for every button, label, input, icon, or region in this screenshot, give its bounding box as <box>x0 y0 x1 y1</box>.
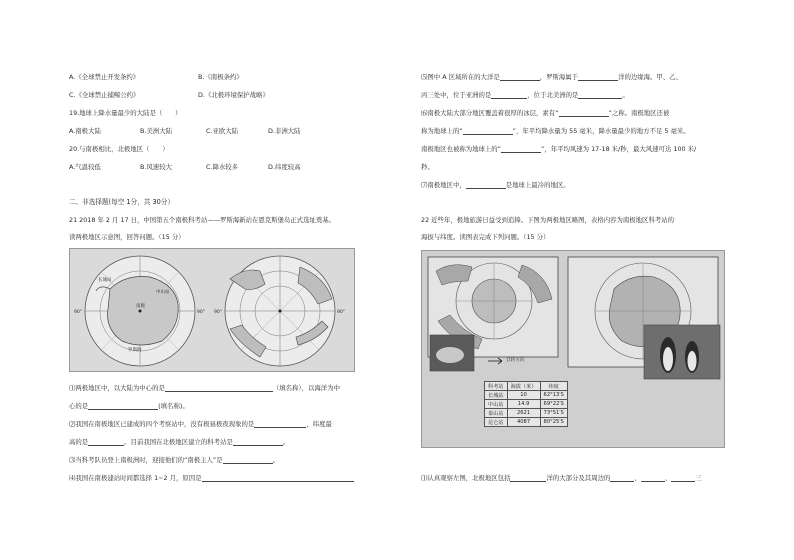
polar-map-photo-table-figure <box>421 250 725 448</box>
station-table-header-cell: 海拔（米） <box>507 382 540 391</box>
q21-2-line2 <box>69 438 289 446</box>
q22-1-blank-3[interactable] <box>641 474 665 482</box>
station-table-row <box>485 409 568 418</box>
map-label-changcheng: 长城站 <box>98 278 112 283</box>
q21-2-part-b: ，纬度最 <box>306 420 332 428</box>
q21-1-line2 <box>69 402 189 410</box>
q18-option-b: B.《南极条约》 <box>198 73 243 81</box>
station-table-cell: 69°22′S <box>540 400 567 409</box>
q19-option-a: A.南极大陆 <box>69 127 101 135</box>
q21-3-blank[interactable] <box>223 456 273 464</box>
map-label-90-left: 90° <box>74 310 82 315</box>
station-table-cell: 4087 <box>507 418 540 427</box>
q19-option-d: D.非洲大陆 <box>268 127 301 135</box>
q18-option-c: C.《全球禁止捕鲸公约》 <box>69 91 140 99</box>
q21-intro-line2: 读两极地区示意图，回答问题。（15 分） <box>69 233 185 241</box>
q19-stem: 19.地球上降水量最少的大陆是（ ） <box>69 109 182 117</box>
q21-2-part-e: 。 <box>282 438 290 446</box>
q21-1-part-a: ⑴两极地区中，以大陆为中心的是 <box>69 384 165 392</box>
q22-1-part-d: 、 <box>664 474 672 482</box>
q21-6-part-f: ”，年平均风速为 17-18 米/秒，最大风速可达 100 米/ <box>541 145 697 153</box>
q21-1-part-c: 心的是 <box>69 402 89 410</box>
q21-2-part-a: ⑵我国在南极地区已建成的四个考察站中，没有极昼极夜现象的是 <box>69 420 255 428</box>
q21-1-part-b: （填名称），以海洋为中 <box>272 384 340 392</box>
map-label-zhongshan: 中山站 <box>156 290 170 295</box>
q22-1-blank-2[interactable] <box>610 474 634 482</box>
q22-1-blank-4[interactable] <box>671 474 695 482</box>
q20-stem: 20.与南极相比，北极地区（ ） <box>69 145 169 153</box>
section2-title: 二、非选择题(每空 1分，共 30分） <box>69 198 175 206</box>
q22-intro-line2: 海拔与纬度。读图表完成下列问题。（15 分） <box>421 233 550 241</box>
q21-6-blank-1[interactable] <box>559 109 609 117</box>
q21-4-line <box>69 474 354 482</box>
station-table-header-cell: 纬度 <box>540 382 567 391</box>
q22-1-part-a: ⑴认真观察左图，北极地区包括 <box>421 474 511 482</box>
q22-intro-line1: 22 近些年，极地旅游日益受到追捧。下图为两极地区略图，表格内容为南极地区科考站的 <box>421 216 675 224</box>
q21-intro-line1: 21 2018 年 2 月 17 日，中国第五个南极科考站——罗斯海新站在恩克斯堡岛正式选址奠基。 <box>69 216 336 224</box>
arctic-map <box>225 256 335 366</box>
q21-5-blank-3[interactable] <box>491 91 527 99</box>
q21-3-part-a: ⑶当科考队员登上南极洲时，迎接他们的“南极主人”是 <box>69 456 223 464</box>
q20-option-a: A.气温较低 <box>69 163 101 171</box>
q21-5-part-c: 洋的边缘海。甲、乙、 <box>618 73 682 81</box>
map-label-90-right: 90° <box>197 310 205 315</box>
map-label-south-pole: 南极 <box>136 304 145 309</box>
station-table-header-cell: 科考站 <box>485 382 508 391</box>
station-table-header <box>485 382 568 391</box>
station-table-row <box>485 391 568 400</box>
station-table-cell: 73°51′S <box>540 409 567 418</box>
q21-6-part-a: ⑹南极大陆大部分地区覆盖着很厚的冰层，素有“ <box>421 109 559 117</box>
q21-1-blank-2[interactable] <box>88 402 158 410</box>
map-label-90-right-2: 90° <box>337 310 345 315</box>
q20-option-d: D.纬度较高 <box>268 163 301 171</box>
q21-2-blank-2[interactable] <box>88 438 124 446</box>
rotation-direction-label: 自转方向 <box>506 358 525 363</box>
station-table-cell: 长城站 <box>485 391 508 400</box>
q21-1-line1 <box>69 384 340 392</box>
q21-1-part-d: (填名称)。 <box>158 402 189 410</box>
station-table-cell: 10 <box>507 391 540 400</box>
station-table-cell: 62°13′S <box>540 391 567 400</box>
q22-1-part-c: 、 <box>634 474 641 482</box>
q22-1-blank-1[interactable] <box>510 474 546 482</box>
q22-1-part-b: 洋的大部分及其周边的 <box>546 474 611 482</box>
q21-5-blank-2[interactable] <box>578 73 618 81</box>
q21-5-blank-1[interactable] <box>500 73 540 81</box>
station-table-cell: 14.9 <box>507 400 540 409</box>
q21-6-blank-2[interactable] <box>463 127 513 135</box>
q21-6-line3 <box>421 145 696 153</box>
q21-6-line2 <box>421 127 690 135</box>
q21-5-part-f: 。 <box>622 91 629 99</box>
station-table <box>484 381 568 427</box>
q21-2-line1 <box>69 420 332 428</box>
q21-2-part-c: 高的是 <box>69 438 89 446</box>
station-table-row <box>485 400 568 409</box>
q18-option-a: A.《全球禁止开发条约》 <box>69 73 140 81</box>
q21-2-blank-1[interactable] <box>254 420 306 428</box>
q21-5-line2 <box>421 91 629 99</box>
q21-2-blank-3[interactable] <box>233 438 283 446</box>
q21-6-blank-3[interactable] <box>501 145 541 153</box>
q21-6-part-e: 南极地区也被称为地球上的“ <box>421 145 501 153</box>
q21-5-part-a: ⑸图中 A 区域所在的大洋是 <box>421 73 500 81</box>
station-table-cell: 昆仑站 <box>485 418 508 427</box>
q21-7-blank[interactable] <box>466 181 506 189</box>
q21-5-part-d: 丙三处中，位于亚洲的是 <box>421 91 492 99</box>
q22-1-line <box>421 474 702 482</box>
q21-7-part-a: ⑺南极地区中， <box>421 181 466 189</box>
q21-6-part-b: ”之称。南极地区还被 <box>608 109 670 117</box>
q20-option-b: B.风速较大 <box>140 163 172 171</box>
q21-5-part-e: ，位于北美洲的是 <box>527 91 579 99</box>
q19-option-b: B.美洲大陆 <box>140 127 172 135</box>
q22-1-part-e: 三 <box>695 474 702 482</box>
q21-5-part-b: ，罗斯海属于 <box>539 73 579 81</box>
map-label-90-left-2: 90° <box>214 310 222 315</box>
q21-6-part-d: ”，年平均降水量为 55 毫米，降水量最少的地方不足 5 毫米。 <box>512 127 690 135</box>
q21-7-line <box>421 181 570 189</box>
q21-6-part-c: 称为地球上的“ <box>421 127 463 135</box>
q18-option-d: D.《北极环境保护战略》 <box>198 91 269 99</box>
station-table-row <box>485 418 568 427</box>
station-table-cell: 泰山站 <box>485 409 508 418</box>
q21-6-line1 <box>421 109 669 117</box>
station-table-cell: 2621 <box>507 409 540 418</box>
map-label-ross-sea: 罗斯海 <box>128 348 142 353</box>
q21-5-line1 <box>421 73 682 81</box>
polar-maps-drawing <box>70 249 354 371</box>
q20-option-c: C.降水较多 <box>206 163 239 171</box>
polar-figure-drawing <box>422 251 724 447</box>
q19-option-c: C.亚欧大陆 <box>206 127 239 135</box>
station-table-cell: 80°25′S <box>540 418 567 427</box>
q21-5-blank-4[interactable] <box>578 91 622 99</box>
q21-7-part-b: 是地球上最冷的地区。 <box>505 181 570 189</box>
q21-3-part-b: 。 <box>272 456 279 464</box>
q21-3-line <box>69 456 279 464</box>
q21-4-part-a: ⑷我国在南极建站时间都选择 1~2 月，原因是 <box>69 474 202 482</box>
polar-regions-map <box>69 248 355 372</box>
q21-4-blank[interactable] <box>202 474 354 482</box>
q21-6-line4: 秒。 <box>421 163 434 171</box>
q21-1-blank-1[interactable] <box>165 384 273 392</box>
station-table-cell: 中山站 <box>485 400 508 409</box>
q21-2-part-d: 。目前我国在北极地区建立的科考站是 <box>124 438 233 446</box>
